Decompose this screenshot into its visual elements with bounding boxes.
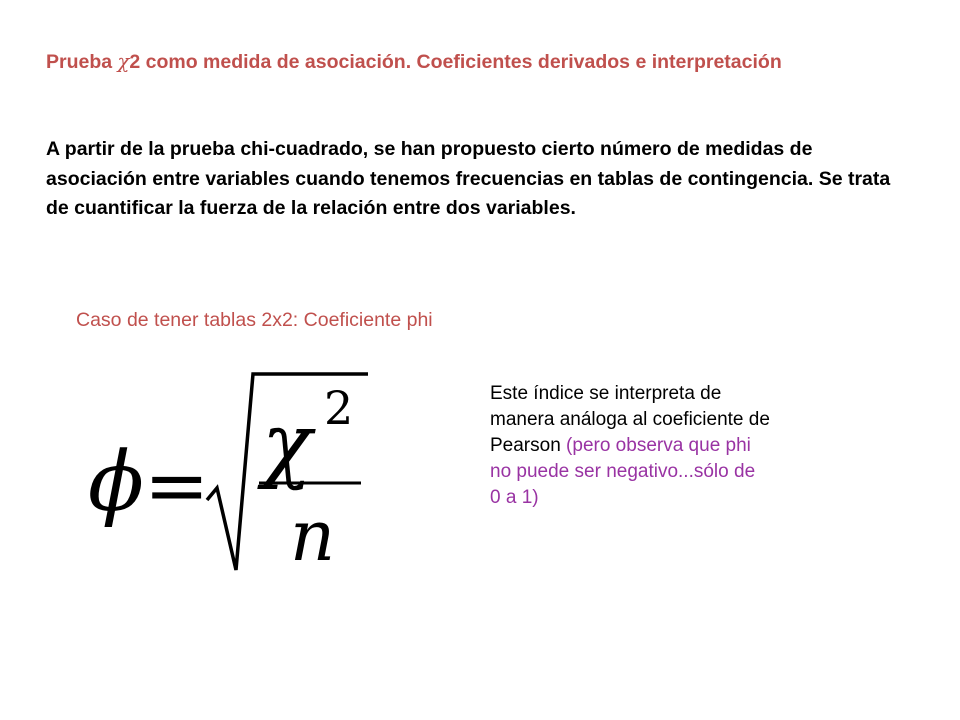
formula-denominator: n (290, 495, 336, 577)
formula-exponent: 2 (324, 381, 354, 435)
slide-title (46, 48, 906, 76)
formula-chi-numerator: χ (262, 397, 312, 492)
formula-phi-symbol: ϕ (88, 435, 144, 530)
intro-paragraph: A partir de la prueba chi-cuadrado, se han propuesto cierto número de medidas de asociación entre variables cuando tenemos frecuencias en tablas de contingencia. Se trata de cuantificar la fuerza de la relación entre dos variables. (46, 138, 891, 219)
note-purple-text: (pero observa que phi no puede ser negativo...sólo de 0 a 1) (490, 435, 756, 508)
phi-formula (80, 360, 380, 580)
formula-equals-sign: = (144, 441, 210, 531)
title-prefix: Prueba (46, 51, 118, 73)
title-suffix: 2 como medida de asociación. Coeficientes derivados e interpretación (129, 51, 782, 73)
interpretation-note (490, 381, 770, 511)
section-subtitle: Caso de tener tablas 2x2: Coeficiente phi (76, 309, 433, 331)
note-black-text: Este índice se interpreta de manera análoga al coeficiente de Pearson (490, 383, 770, 456)
phi-formula-svg (80, 360, 380, 580)
title-chi-symbol: χ (117, 50, 130, 73)
